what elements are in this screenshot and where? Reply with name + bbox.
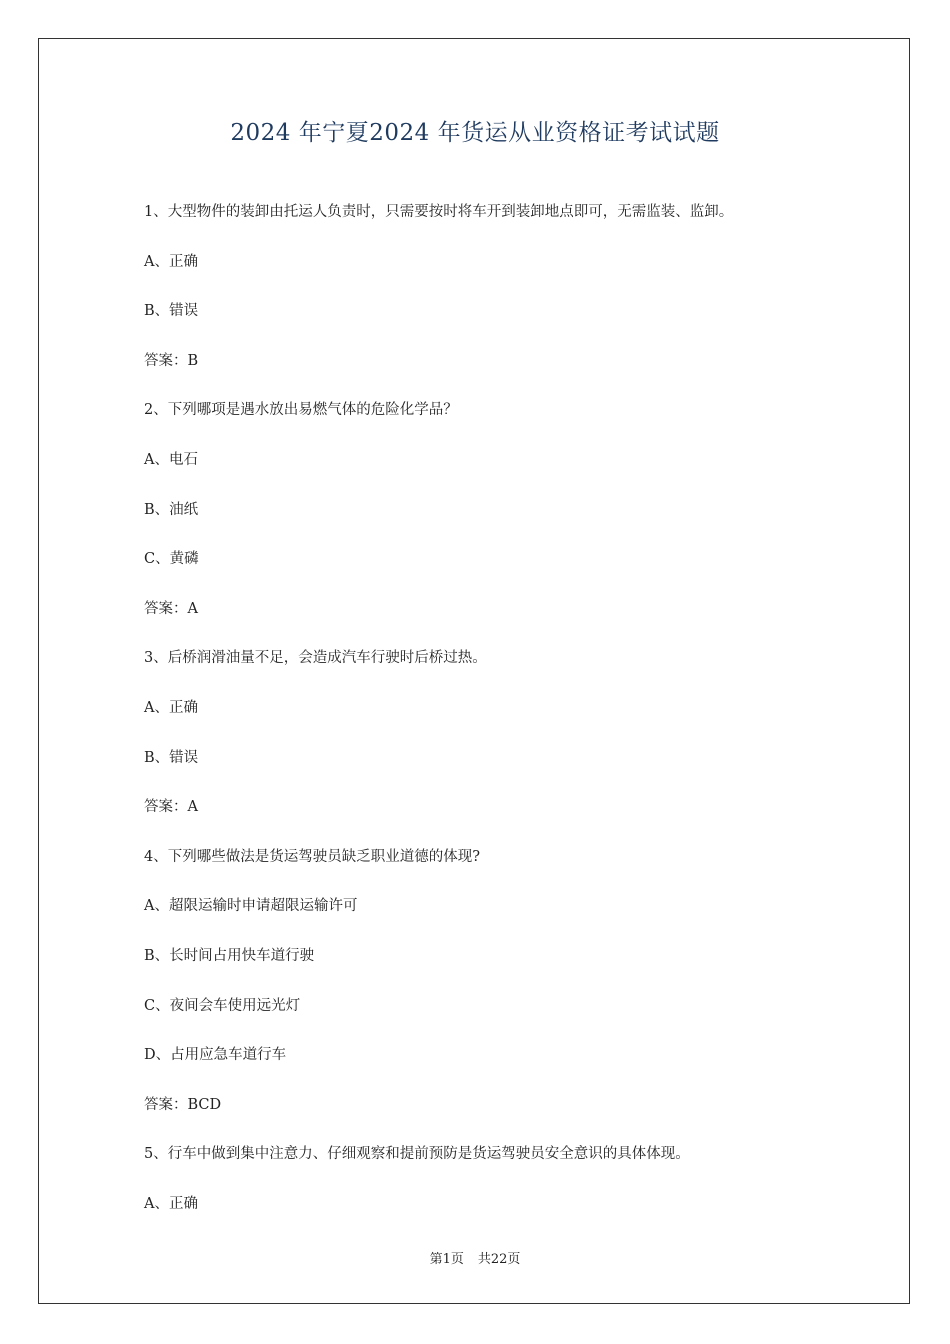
question-1-option-a: A、正确: [144, 253, 198, 270]
question-5-option-a: A、正确: [144, 1195, 198, 1212]
question-3-answer: 答案：A: [144, 799, 198, 816]
question-1-text: 1、大型物件的装卸由托运人负责时，只需要按时将车开到装卸地点即可，无需监装、监卸。: [144, 204, 734, 220]
question-3-text: 3、后桥润滑油量不足，会造成汽车行驶时后桥过热。: [144, 650, 487, 667]
question-4-option-c: C、夜间会车使用远光灯: [144, 997, 301, 1014]
question-4-option-b: B、长时间占用快车道行驶: [144, 947, 315, 964]
question-2-option-a: A、电石: [144, 451, 198, 468]
question-3-option-b: B、错误: [144, 749, 199, 766]
question-2-option-b: B、油纸: [144, 501, 199, 518]
document-title: 2024 年宁夏2024 年货运从业资格证考试试题: [230, 120, 720, 146]
question-4-answer: 答案：BCD: [144, 1096, 222, 1113]
question-4-option-d: D、占用应急车道行车: [144, 1047, 287, 1064]
question-2-option-c: C、黄磷: [144, 551, 199, 568]
question-1-option-b: B、错误: [144, 303, 199, 320]
page-total: 共22页: [477, 1252, 521, 1267]
question-5-text: 5、行车中做到集中注意力、仔细观察和提前预防是货运驾驶员安全意识的具体体现。: [144, 1146, 690, 1163]
page-footer: [38, 1248, 912, 1267]
question-2-text: 2、下列哪项是遇水放出易燃气体的危险化学品？: [144, 402, 458, 419]
question-4-text: 4、下列哪些做法是货运驾驶员缺乏职业道德的体现?: [144, 848, 480, 865]
question-1-answer: 答案：B: [144, 352, 199, 369]
question-2-answer: 答案：A: [144, 600, 198, 617]
page-number: 第1页: [429, 1252, 464, 1267]
question-4-option-a: A、超限运输时申请超限运输许可: [144, 898, 358, 915]
question-3-option-a: A、正确: [144, 699, 198, 716]
question-list: [144, 202, 864, 1243]
